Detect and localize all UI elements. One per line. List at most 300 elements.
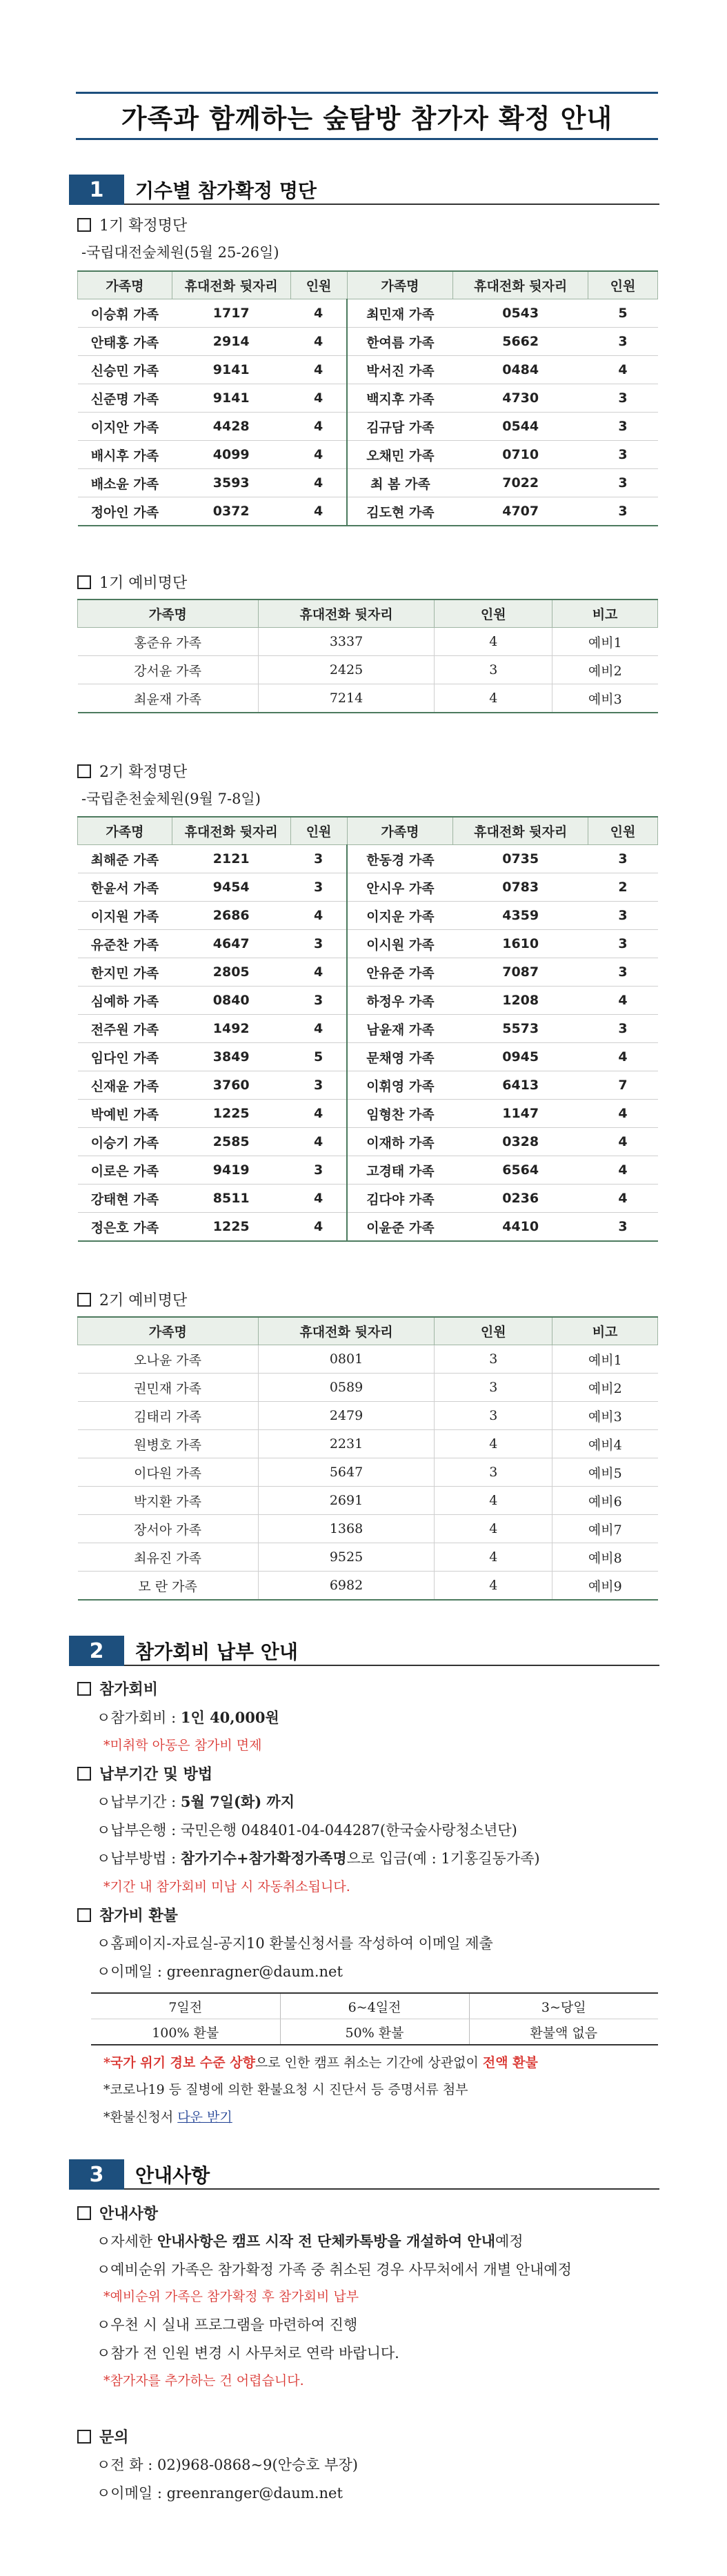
table-cell: 이휘영 가족 xyxy=(347,1071,453,1100)
column-header: 휴대전화 뒷자리 xyxy=(453,271,588,299)
method-note: *기간 내 참가회비 미납 시 자동취소됩니다. xyxy=(103,1879,350,1894)
table-cell: 0328 xyxy=(453,1128,588,1156)
table-cell: 2121 xyxy=(172,845,290,873)
g1-reserve-table xyxy=(77,599,658,713)
table-cell: 4 xyxy=(290,958,347,987)
table-cell: 5573 xyxy=(453,1015,588,1043)
table-row xyxy=(78,628,658,656)
refund-line-2: ㅇ이메일 : greenragner@daum.net xyxy=(97,1963,343,1980)
table-cell: 예비9 xyxy=(552,1572,658,1601)
table-cell: 4 xyxy=(290,299,347,328)
table-cell: 이지운 가족 xyxy=(347,902,453,930)
table-cell: 고경태 가족 xyxy=(347,1156,453,1185)
table-cell: 3 xyxy=(435,1402,552,1430)
table-cell: 한지민 가족 xyxy=(78,958,172,987)
table-row xyxy=(78,1100,658,1128)
table-cell: 예비3 xyxy=(552,684,658,713)
column-header: 가족명 xyxy=(78,817,172,845)
refund-header-3: 3~당일 xyxy=(469,1993,658,2019)
g1-confirmed-heading: 1기 확정명단 xyxy=(77,214,187,235)
table-cell: 4 xyxy=(588,1128,658,1156)
table-cell: 한동경 가족 xyxy=(347,845,453,873)
table-row xyxy=(78,1487,658,1515)
table-cell: 예비7 xyxy=(552,1515,658,1543)
table-row xyxy=(78,1128,658,1156)
g1-venue: -국립대전숲체원(5월 25-26일) xyxy=(81,244,279,261)
table-cell: 3760 xyxy=(172,1071,290,1100)
table-cell: 한여름 가족 xyxy=(347,328,453,356)
section-2-title: 참가회비 납부 안내 xyxy=(124,1637,659,1666)
table-cell: 9141 xyxy=(172,384,290,413)
table-row xyxy=(78,1345,658,1374)
table-cell: 신준명 가족 xyxy=(78,384,172,413)
guide-line-3: ㅇ우천 시 실내 프로그램을 마련하여 진행 xyxy=(97,2317,358,2333)
table-row xyxy=(91,2019,658,2045)
table-cell: 0945 xyxy=(453,1043,588,1071)
table-cell: 9419 xyxy=(172,1156,290,1185)
guide-note-2: *예비순위 가족은 참가확정 후 참가회비 납부 xyxy=(103,2289,359,2304)
table-cell: 7214 xyxy=(258,684,435,713)
table-cell: 전주원 가족 xyxy=(78,1015,172,1043)
table-cell: 모 란 가족 xyxy=(78,1572,259,1601)
refund-note-3: *환불신청서 다운 받기 xyxy=(103,2110,232,2125)
fee-line: ㅇ참가회비 : 1인 40,000원 xyxy=(97,1709,279,1726)
table-row xyxy=(78,497,658,526)
table-cell: 이재하 가족 xyxy=(347,1128,453,1156)
table-cell: 1610 xyxy=(453,930,588,958)
table-row xyxy=(78,845,658,873)
table-cell: 3593 xyxy=(172,469,290,497)
table-cell: 3 xyxy=(435,656,552,684)
guide-line-2: ㅇ예비순위 가족은 참가확정 가족 중 취소된 경우 사무처에서 개별 안내예정 xyxy=(97,2261,572,2278)
table-cell: 이지원 가족 xyxy=(78,902,172,930)
refund-line-1: ㅇ홈페이지-자료실-공지10 환불신청서를 작성하여 이메일 제출 xyxy=(97,1935,493,1952)
section-3-number: 3 xyxy=(69,2159,124,2190)
column-header: 가족명 xyxy=(78,600,259,628)
table-cell: 2479 xyxy=(258,1402,435,1430)
table-cell: 3 xyxy=(435,1345,552,1374)
g1-confirmed-table xyxy=(77,270,658,526)
table-cell: 4 xyxy=(290,1128,347,1156)
refund-value-1: 100% 환불 xyxy=(91,2019,280,2045)
table-cell: 예비5 xyxy=(552,1458,658,1487)
table-cell: 배시후 가족 xyxy=(78,441,172,469)
table-cell: 3849 xyxy=(172,1043,290,1071)
table-cell: 2 xyxy=(588,873,658,902)
column-header: 인원 xyxy=(588,817,658,845)
table-cell: 예비6 xyxy=(552,1487,658,1515)
table-cell: 신재윤 가족 xyxy=(78,1071,172,1100)
table-cell: 0484 xyxy=(453,356,588,384)
table-row xyxy=(78,1572,658,1601)
fee-heading: 참가회비 xyxy=(77,1678,158,1699)
section-1-header xyxy=(69,175,659,205)
table-cell: 임다인 가족 xyxy=(78,1043,172,1071)
contact-heading: 문의 xyxy=(77,2426,129,2447)
table-cell: 4 xyxy=(290,441,347,469)
table-row xyxy=(78,1213,658,1242)
table-cell: 3 xyxy=(588,958,658,987)
section-1-title: 기수별 참가확정 명단 xyxy=(124,176,659,205)
table-cell: 남윤재 가족 xyxy=(347,1015,453,1043)
table-cell: 정은호 가족 xyxy=(78,1213,172,1242)
table-cell: 8511 xyxy=(172,1185,290,1213)
table-cell: 김다야 가족 xyxy=(347,1185,453,1213)
table-cell: 0236 xyxy=(453,1185,588,1213)
table-cell: 안시우 가족 xyxy=(347,873,453,902)
table-header-row xyxy=(78,1317,658,1345)
table-cell: 5 xyxy=(290,1043,347,1071)
checkbox-icon xyxy=(77,1682,91,1696)
table-cell: 예비2 xyxy=(552,656,658,684)
table-cell: 0544 xyxy=(453,413,588,441)
refund-heading: 참가비 환불 xyxy=(77,1904,178,1925)
table-cell: 3 xyxy=(588,845,658,873)
section-2-number: 2 xyxy=(69,1636,124,1666)
table-row xyxy=(78,1015,658,1043)
table-cell: 4 xyxy=(290,902,347,930)
table-cell: 0589 xyxy=(258,1374,435,1402)
column-header: 인원 xyxy=(588,271,658,299)
table-cell: 3 xyxy=(588,413,658,441)
table-cell: 1225 xyxy=(172,1100,290,1128)
checkbox-icon xyxy=(77,218,91,232)
table-cell: 문채영 가족 xyxy=(347,1043,453,1071)
table-cell: 최윤재 가족 xyxy=(78,684,259,713)
g2-venue: -국립춘천숲체원(9월 7-8일) xyxy=(81,791,261,807)
table-cell: 예비8 xyxy=(552,1543,658,1572)
table-cell: 6413 xyxy=(453,1071,588,1100)
table-cell: 6564 xyxy=(453,1156,588,1185)
table-cell: 3 xyxy=(290,1156,347,1185)
refund-note-1: *국가 위기 경보 수준 상향으로 인한 캠프 취소는 기간에 상관없이 전액 환불 xyxy=(103,2055,538,2070)
table-cell: 4 xyxy=(290,1015,347,1043)
method-line: ㅇ납부방법 : 참가기수+참가확정가족명으로 입금(예 : 1기홍길동가족) xyxy=(97,1850,540,1867)
table-cell: 예비4 xyxy=(552,1430,658,1458)
table-cell: 1492 xyxy=(172,1015,290,1043)
table-cell: 2686 xyxy=(172,902,290,930)
table-cell: 이지안 가족 xyxy=(78,413,172,441)
table-cell: 4 xyxy=(435,1515,552,1543)
table-cell: 1147 xyxy=(453,1100,588,1128)
contact-phone: ㅇ전 화 : 02)968-0868~9(안승호 부장) xyxy=(97,2457,358,2473)
table-cell: 최민재 가족 xyxy=(347,299,453,328)
table-cell: 박예빈 가족 xyxy=(78,1100,172,1128)
table-cell: 장서아 가족 xyxy=(78,1515,259,1543)
table-cell: 4 xyxy=(290,469,347,497)
column-header: 비고 xyxy=(552,600,658,628)
table-cell: 심예하 가족 xyxy=(78,987,172,1015)
g2-reserve-table xyxy=(77,1316,658,1601)
table-cell: 2691 xyxy=(258,1487,435,1515)
table-cell: 4 xyxy=(435,1430,552,1458)
table-cell: 0801 xyxy=(258,1345,435,1374)
table-cell: 0543 xyxy=(453,299,588,328)
table-cell: 이승기 가족 xyxy=(78,1128,172,1156)
table-cell: 4707 xyxy=(453,497,588,526)
table-row xyxy=(78,930,658,958)
table-cell: 정아인 가족 xyxy=(78,497,172,526)
column-header: 인원 xyxy=(435,1317,552,1345)
table-cell: 3337 xyxy=(258,628,435,656)
table-header-row xyxy=(78,271,658,299)
refund-note-2: *코로나19 등 질병에 의한 환불요청 시 진단서 등 증명서류 첨부 xyxy=(103,2082,468,2097)
table-row xyxy=(78,441,658,469)
table-row xyxy=(78,1374,658,1402)
table-cell: 신승민 가족 xyxy=(78,356,172,384)
column-header: 휴대전화 뒷자리 xyxy=(172,271,290,299)
table-cell: 4 xyxy=(588,987,658,1015)
checkbox-icon xyxy=(77,2206,91,2220)
table-row xyxy=(78,1430,658,1458)
table-cell: 4730 xyxy=(453,384,588,413)
column-header: 인원 xyxy=(435,600,552,628)
table-cell: 1208 xyxy=(453,987,588,1015)
table-cell: 0710 xyxy=(453,441,588,469)
table-cell: 4 xyxy=(290,1100,347,1128)
table-cell: 4647 xyxy=(172,930,290,958)
table-cell: 4 xyxy=(588,1100,658,1128)
table-row xyxy=(78,656,658,684)
section-2-header xyxy=(69,1636,659,1666)
table-cell: 7 xyxy=(588,1071,658,1100)
bank-line: ㅇ납부은행 : 국민은행 048401-04-044287(한국숲사랑청소년단) xyxy=(97,1822,517,1839)
table-cell: 박서진 가족 xyxy=(347,356,453,384)
table-row xyxy=(78,1515,658,1543)
table-cell: 권민재 가족 xyxy=(78,1374,259,1402)
table-row xyxy=(78,873,658,902)
table-cell: 3 xyxy=(290,987,347,1015)
table-cell: 2231 xyxy=(258,1430,435,1458)
column-header: 가족명 xyxy=(347,271,453,299)
table-cell: 0372 xyxy=(172,497,290,526)
guide-line-1: ㅇ자세한 안내사항은 캠프 시작 전 단체카톡방을 개설하여 안내예정 xyxy=(97,2232,524,2250)
table-row xyxy=(78,1458,658,1487)
table-cell: 1717 xyxy=(172,299,290,328)
table-cell: 오나윤 가족 xyxy=(78,1345,259,1374)
column-header: 휴대전화 뒷자리 xyxy=(258,1317,435,1345)
table-cell: 이로은 가족 xyxy=(78,1156,172,1185)
checkbox-icon xyxy=(77,1293,91,1307)
table-cell: 3 xyxy=(290,930,347,958)
table-row xyxy=(78,1402,658,1430)
download-link[interactable]: 다운 받기 xyxy=(177,2110,232,2125)
table-cell: 4 xyxy=(290,356,347,384)
table-row xyxy=(78,356,658,384)
table-row xyxy=(78,684,658,713)
table-header-row xyxy=(78,817,658,845)
table-cell: 4410 xyxy=(453,1213,588,1242)
table-row xyxy=(78,469,658,497)
table-cell: 3 xyxy=(588,328,658,356)
table-cell: 5647 xyxy=(258,1458,435,1487)
table-cell: 이다원 가족 xyxy=(78,1458,259,1487)
refund-value-2: 50% 환불 xyxy=(280,2019,469,2045)
table-cell: 3 xyxy=(588,902,658,930)
table-row xyxy=(78,987,658,1015)
table-cell: 9454 xyxy=(172,873,290,902)
table-cell: 4428 xyxy=(172,413,290,441)
table-cell: 3 xyxy=(588,441,658,469)
table-cell: 원병호 가족 xyxy=(78,1430,259,1458)
contact-email: ㅇ이메일 : greenranger@daum.net xyxy=(97,2485,343,2501)
table-cell: 4 xyxy=(435,1572,552,1601)
table-cell: 3 xyxy=(435,1374,552,1402)
table-cell: 9141 xyxy=(172,356,290,384)
table-row xyxy=(91,1993,658,2019)
column-header: 비고 xyxy=(552,1317,658,1345)
g2-reserve-heading: 2기 예비명단 xyxy=(77,1289,187,1310)
column-header: 휴대전화 뒷자리 xyxy=(258,600,435,628)
table-cell: 박지환 가족 xyxy=(78,1487,259,1515)
table-cell: 3 xyxy=(588,469,658,497)
table-cell: 이시원 가족 xyxy=(347,930,453,958)
guide-heading: 안내사항 xyxy=(77,2202,158,2223)
table-cell: 1225 xyxy=(172,1213,290,1242)
table-cell: 유준찬 가족 xyxy=(78,930,172,958)
table-cell: 4 xyxy=(435,1543,552,1572)
table-cell: 3 xyxy=(588,384,658,413)
table-cell: 4 xyxy=(290,328,347,356)
table-cell: 7087 xyxy=(453,958,588,987)
table-cell: 예비2 xyxy=(552,1374,658,1402)
table-cell: 0840 xyxy=(172,987,290,1015)
table-row xyxy=(78,958,658,987)
table-cell: 한윤서 가족 xyxy=(78,873,172,902)
page-title: 가족과 함께하는 숲탐방 참가자 확정 안내 xyxy=(121,103,613,134)
table-row xyxy=(78,1043,658,1071)
table-cell: 3 xyxy=(588,1213,658,1242)
table-cell: 4359 xyxy=(453,902,588,930)
table-cell: 5 xyxy=(588,299,658,328)
section-1-number: 1 xyxy=(69,175,124,205)
table-cell: 김태리 가족 xyxy=(78,1402,259,1430)
table-cell: 3 xyxy=(588,497,658,526)
table-row xyxy=(78,384,658,413)
period-heading: 납부기간 및 방법 xyxy=(77,1763,212,1784)
table-row xyxy=(78,1071,658,1100)
table-cell: 배소윤 가족 xyxy=(78,469,172,497)
table-cell: 안유준 가족 xyxy=(347,958,453,987)
table-cell: 4 xyxy=(588,356,658,384)
table-cell: 4 xyxy=(588,1043,658,1071)
table-cell: 4 xyxy=(435,1487,552,1515)
table-cell: 3 xyxy=(588,930,658,958)
table-row xyxy=(78,413,658,441)
table-row xyxy=(78,299,658,328)
table-cell: 4 xyxy=(290,1185,347,1213)
table-cell: 2805 xyxy=(172,958,290,987)
refund-value-3: 환불액 없음 xyxy=(469,2019,658,2045)
g2-confirmed-heading: 2기 확정명단 xyxy=(77,760,187,782)
table-cell: 4 xyxy=(290,413,347,441)
table-cell: 7022 xyxy=(453,469,588,497)
table-cell: 예비1 xyxy=(552,1345,658,1374)
column-header: 인원 xyxy=(290,817,347,845)
table-cell: 4 xyxy=(435,684,552,713)
table-cell: 이윤준 가족 xyxy=(347,1213,453,1242)
table-cell: 예비3 xyxy=(552,1402,658,1430)
table-cell: 3 xyxy=(290,845,347,873)
table-cell: 3 xyxy=(290,873,347,902)
table-cell: 0735 xyxy=(453,845,588,873)
checkbox-icon xyxy=(77,1767,91,1781)
refund-header-1: 7일전 xyxy=(91,1993,280,2019)
table-cell: 이승휘 가족 xyxy=(78,299,172,328)
table-cell: 오채민 가족 xyxy=(347,441,453,469)
checkbox-icon xyxy=(77,1908,91,1922)
title-bar xyxy=(76,92,658,140)
g2-confirmed-table xyxy=(77,816,658,1242)
table-cell: 3 xyxy=(435,1458,552,1487)
guide-line-4: ㅇ참가 전 인원 변경 시 사무처로 연락 바랍니다. xyxy=(97,2345,399,2361)
section-3-title: 안내사항 xyxy=(124,2161,659,2190)
refund-header-2: 6~4일전 xyxy=(280,1993,469,2019)
table-cell: 하정우 가족 xyxy=(347,987,453,1015)
table-cell: 5662 xyxy=(453,328,588,356)
checkbox-icon xyxy=(77,2430,91,2444)
column-header: 가족명 xyxy=(78,1317,259,1345)
column-header: 인원 xyxy=(290,271,347,299)
table-row xyxy=(78,328,658,356)
table-cell: 0783 xyxy=(453,873,588,902)
period-line: ㅇ납부기간 : 5월 7일(화) 까지 xyxy=(97,1793,295,1810)
table-cell: 김규담 가족 xyxy=(347,413,453,441)
table-cell: 최 봄 가족 xyxy=(347,469,453,497)
table-cell: 2425 xyxy=(258,656,435,684)
table-cell: 강서윤 가족 xyxy=(78,656,259,684)
table-cell: 강태현 가족 xyxy=(78,1185,172,1213)
table-cell: 최해준 가족 xyxy=(78,845,172,873)
section-3-header xyxy=(69,2159,659,2190)
table-cell: 임형찬 가족 xyxy=(347,1100,453,1128)
table-cell: 김도현 가족 xyxy=(347,497,453,526)
table-cell: 4099 xyxy=(172,441,290,469)
table-cell: 9525 xyxy=(258,1543,435,1572)
table-cell: 6982 xyxy=(258,1572,435,1601)
table-cell: 홍준유 가족 xyxy=(78,628,259,656)
column-header: 휴대전화 뒷자리 xyxy=(453,817,588,845)
column-header: 휴대전화 뒷자리 xyxy=(172,817,290,845)
table-row xyxy=(78,1185,658,1213)
table-cell: 3 xyxy=(588,1015,658,1043)
table-cell: 3 xyxy=(290,1071,347,1100)
table-cell: 4 xyxy=(588,1156,658,1185)
table-cell: 2585 xyxy=(172,1128,290,1156)
fee-note: *미취학 아동은 참가비 면제 xyxy=(103,1738,262,1753)
table-cell: 4 xyxy=(290,384,347,413)
guide-note-4: *참가자를 추가하는 건 어렵습니다. xyxy=(103,2373,304,2388)
table-cell: 1368 xyxy=(258,1515,435,1543)
table-cell: 예비1 xyxy=(552,628,658,656)
column-header: 가족명 xyxy=(347,817,453,845)
table-cell: 4 xyxy=(290,1213,347,1242)
table-cell: 백지후 가족 xyxy=(347,384,453,413)
table-cell: 최유진 가족 xyxy=(78,1543,259,1572)
table-cell: 2914 xyxy=(172,328,290,356)
table-header-row xyxy=(78,600,658,628)
column-header: 가족명 xyxy=(78,271,172,299)
table-row xyxy=(78,1543,658,1572)
table-cell: 4 xyxy=(435,628,552,656)
table-cell: 4 xyxy=(290,497,347,526)
g1-reserve-heading: 1기 예비명단 xyxy=(77,571,187,593)
checkbox-icon xyxy=(77,764,91,778)
refund-table xyxy=(91,1992,658,2045)
table-cell: 안태홍 가족 xyxy=(78,328,172,356)
table-cell: 4 xyxy=(588,1185,658,1213)
checkbox-icon xyxy=(77,575,91,589)
